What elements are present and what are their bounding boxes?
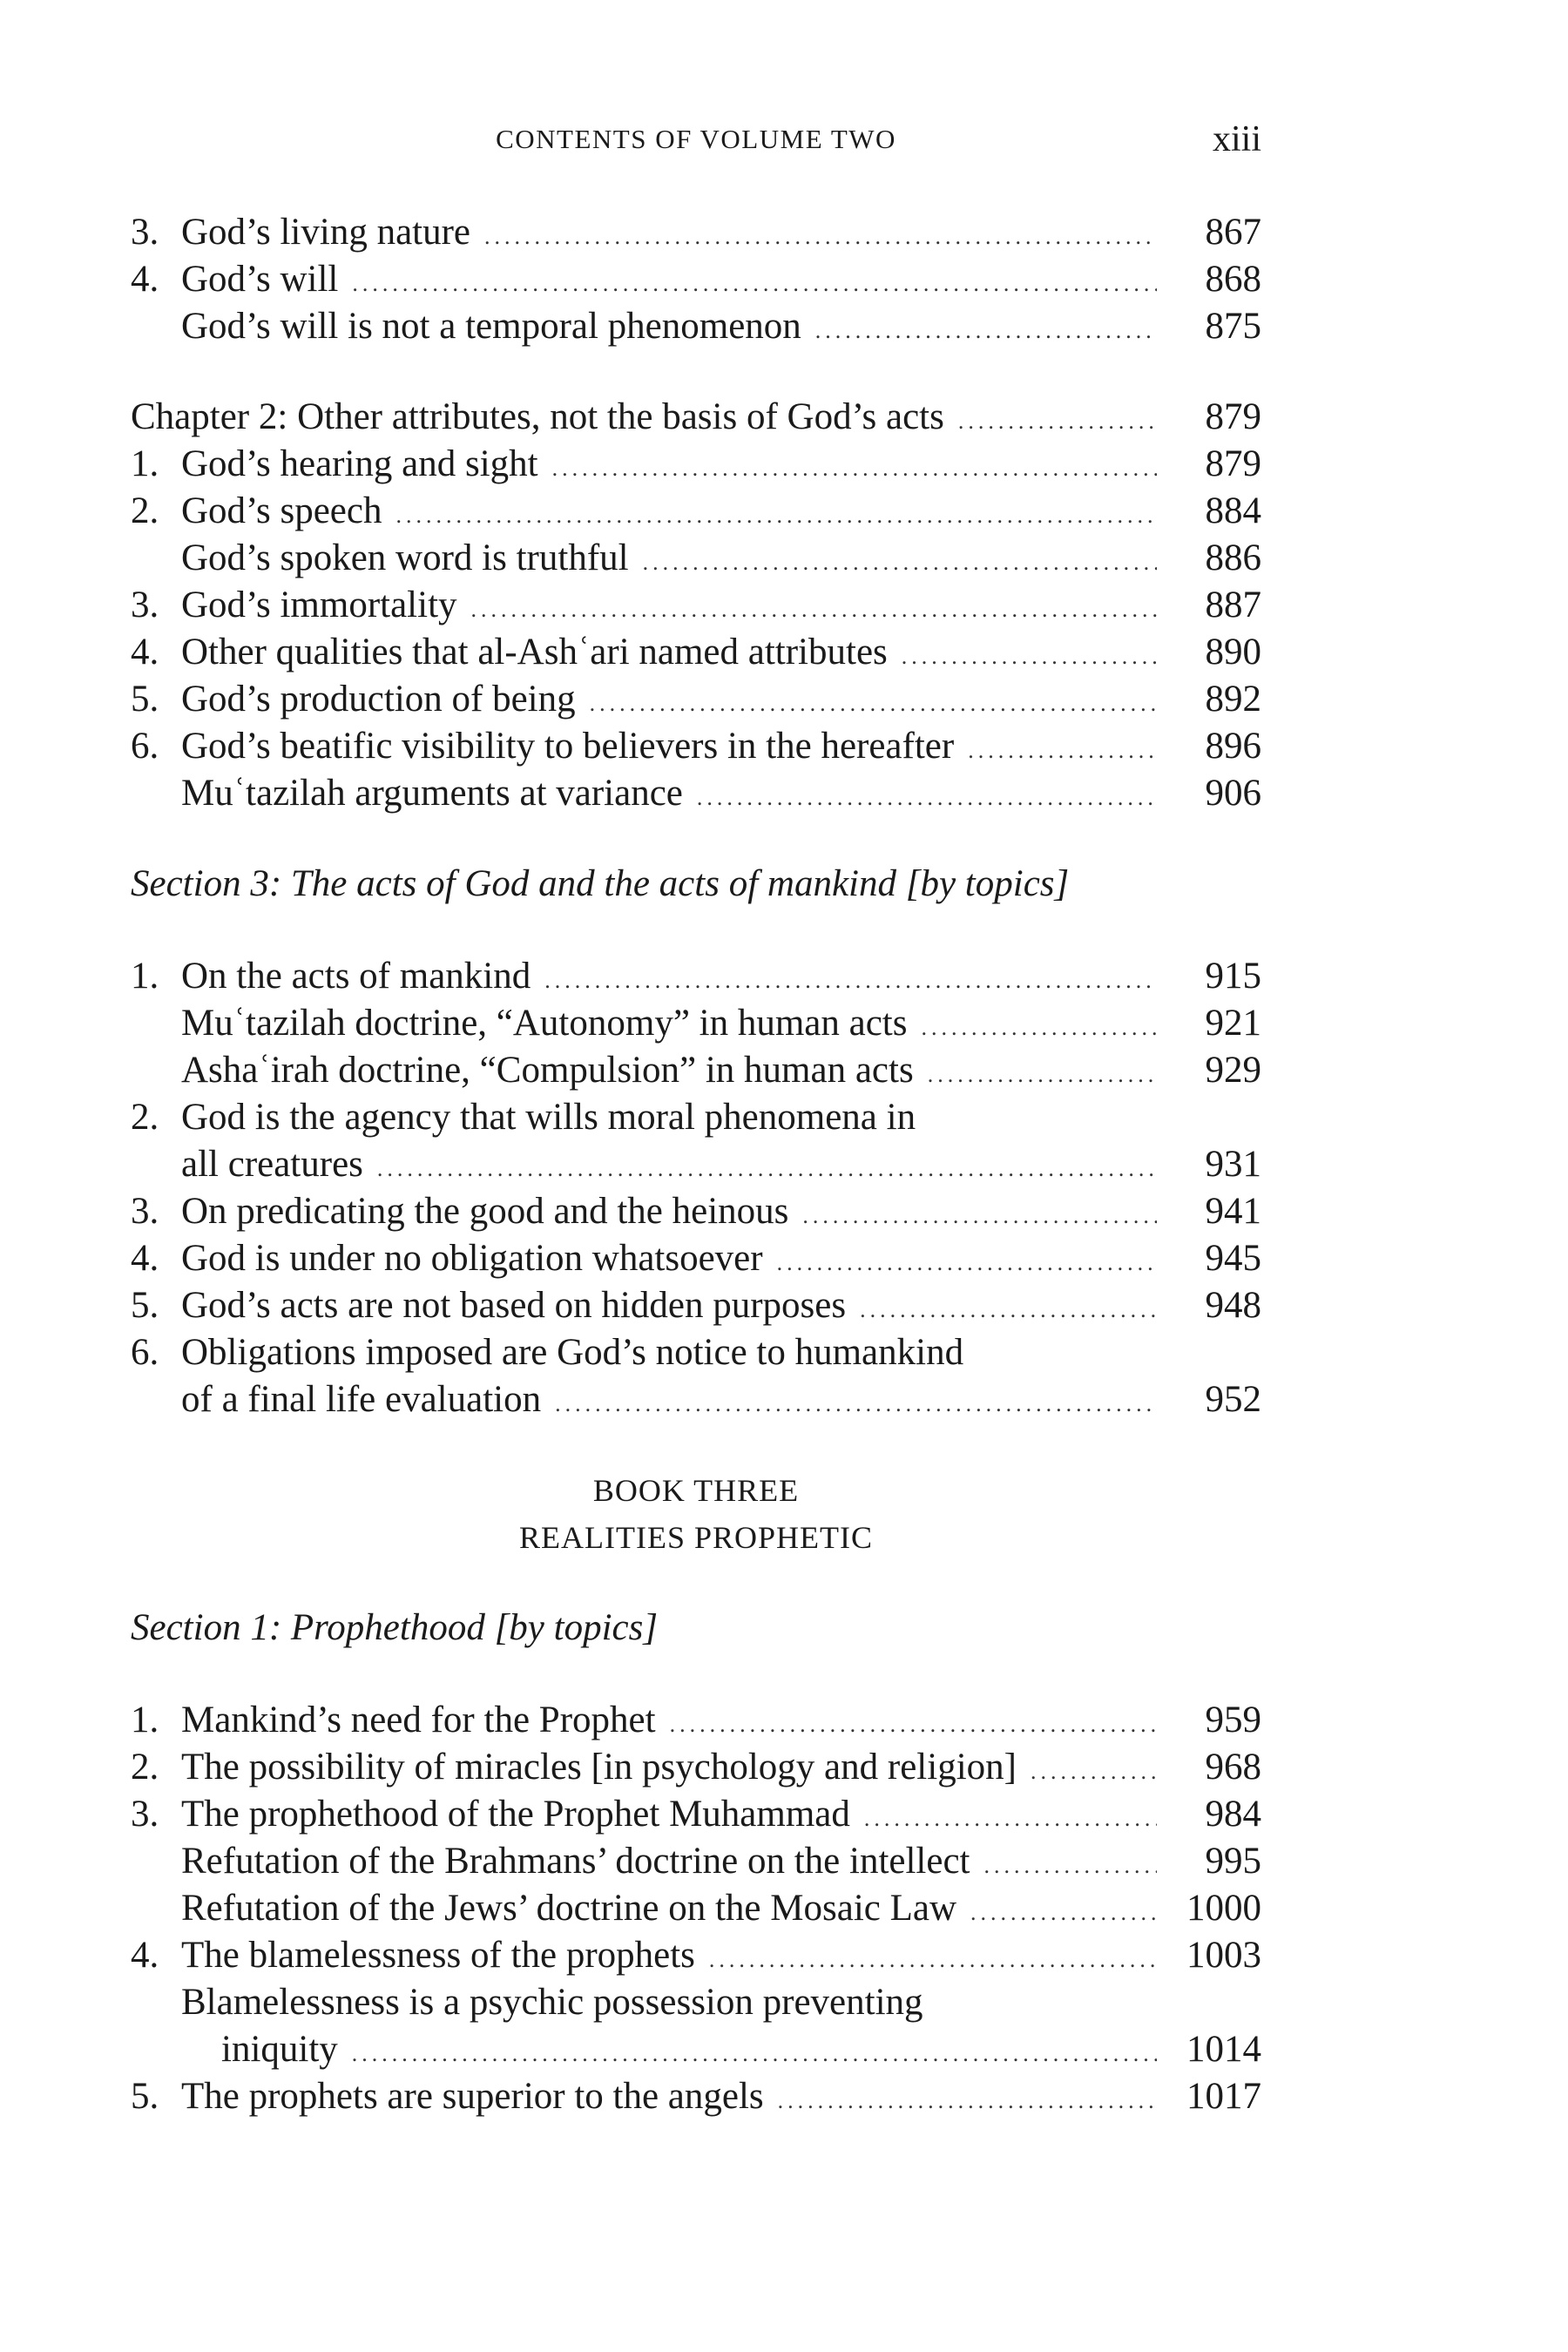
toc-subentry[interactable]	[131, 770, 1261, 817]
entry-page: 867	[1205, 212, 1261, 253]
dot-leader	[377, 1146, 1157, 1193]
entry-title: Refutation of the Jews’ doctrine on the Mosaic Law	[181, 1888, 957, 1929]
entry-title: Mankind’s need for the Prophet	[181, 1700, 656, 1740]
dot-leader	[471, 586, 1157, 633]
section-heading: Section 1: Prophethood [by topics]	[131, 1607, 659, 1648]
entry-title: Other qualities that al-Ashʿari named attributes	[181, 632, 888, 672]
table-of-contents	[131, 209, 1261, 2120]
chapter-title: Chapter 2: Other attributes, not the basis of God’s acts	[131, 396, 944, 437]
entry-page: 892	[1205, 679, 1261, 720]
dot-leader	[590, 680, 1157, 727]
toc-entry[interactable]	[131, 256, 1261, 303]
entry-number: 2.	[131, 1097, 159, 1138]
entry-page: 945	[1205, 1238, 1261, 1279]
entry-page: 959	[1205, 1700, 1261, 1740]
toc-subentry[interactable]	[131, 1838, 1261, 1885]
entry-title: On the acts of mankind	[181, 956, 531, 997]
entry-title: Muʿtazilah arguments at variance	[181, 773, 683, 814]
entry-title: God is the agency that wills moral phenomena in	[181, 1097, 916, 1138]
entry-page: 929	[1205, 1050, 1261, 1091]
running-title: CONTENTS OF VOLUME TWO	[496, 124, 896, 154]
dot-leader	[984, 1842, 1158, 1889]
book-number: BOOK THREE	[592, 1473, 800, 1508]
entry-title: God’s production of being	[181, 679, 576, 720]
toc-subentry[interactable]	[131, 1047, 1261, 1094]
entry-page: 931	[1205, 1144, 1261, 1185]
entry-title: God’s will	[181, 259, 339, 300]
entry-title: Obligations imposed are God’s notice to humankind	[181, 1332, 964, 1373]
entry-page: 906	[1205, 773, 1261, 814]
dot-leader	[352, 2031, 1157, 2078]
entry-page: 1003	[1186, 1935, 1261, 1976]
entry-number: 1.	[131, 956, 159, 997]
entry-number: 3.	[131, 585, 159, 625]
page-number: xiii	[1212, 119, 1261, 159]
toc-subentry[interactable]	[131, 1979, 1261, 2026]
toc-entry[interactable]	[131, 1188, 1261, 1235]
toc-entry[interactable]	[131, 1744, 1261, 1791]
entry-title: God’s acts are not based on hidden purposes	[181, 1285, 847, 1326]
entry-page: 915	[1205, 956, 1261, 997]
toc-entry-continuation[interactable]	[131, 1141, 1261, 1188]
entry-number: 5.	[131, 679, 159, 720]
section-heading: Section 3: The acts of God and the acts of mankind [by topics]	[131, 863, 1070, 904]
entry-number: 6.	[131, 1332, 159, 1373]
toc-entry[interactable]	[131, 1697, 1261, 1744]
entry-title: Muʿtazilah doctrine, “Autonomy” in human acts	[181, 1003, 908, 1044]
dot-leader	[928, 1051, 1157, 1098]
entry-title: God’s hearing and sight	[181, 443, 538, 484]
entry-page: 879	[1205, 443, 1261, 484]
dot-leader	[815, 308, 1157, 355]
dot-leader	[544, 957, 1157, 1004]
dot-leader	[778, 2078, 1157, 2125]
toc-entry[interactable]	[131, 1282, 1261, 1329]
entry-page: 1014	[1186, 2029, 1261, 2070]
dot-leader	[352, 260, 1157, 308]
entry-number: 1.	[131, 1700, 159, 1740]
toc-entry[interactable]	[131, 676, 1261, 723]
entry-number: 2.	[131, 490, 159, 531]
entry-number: 5.	[131, 2076, 159, 2117]
dot-leader	[552, 445, 1157, 492]
toc-entry[interactable]	[131, 723, 1261, 770]
toc-entry[interactable]	[131, 2073, 1261, 2120]
entry-page: 884	[1205, 490, 1261, 531]
entry-number: 1.	[131, 443, 159, 484]
toc-entry-continuation[interactable]	[131, 1376, 1261, 1423]
entry-title: The prophethood of the Prophet Muhammad	[181, 1794, 850, 1835]
toc-chapter-entry[interactable]	[131, 394, 1261, 441]
entry-title: On predicating the good and the heinous	[181, 1191, 789, 1232]
entry-page: 890	[1205, 632, 1261, 672]
entry-page: 1017	[1186, 2076, 1261, 2117]
page-header	[131, 119, 1261, 169]
entry-title: God’s immortality	[181, 585, 457, 625]
entry-page: 896	[1205, 726, 1261, 767]
entry-title: The blamelessness of the prophets	[181, 1935, 695, 1976]
entry-number: 6.	[131, 726, 159, 767]
entry-title: Blamelessness is a psychic possession preventing	[181, 1982, 923, 2023]
toc-subentry[interactable]	[131, 303, 1261, 350]
entry-page: 868	[1205, 259, 1261, 300]
entry-title: God’s spoken word is truthful	[181, 537, 629, 578]
dot-leader	[670, 1701, 1157, 1748]
entry-page: 886	[1205, 537, 1261, 578]
dot-leader	[860, 1287, 1157, 1334]
entry-title: God is under no obligation whatsoever	[181, 1238, 763, 1279]
toc-entry[interactable]	[131, 488, 1261, 535]
toc-entry[interactable]	[131, 1329, 1261, 1376]
toc-entry[interactable]	[131, 582, 1261, 629]
toc-entry[interactable]	[131, 441, 1261, 488]
entry-page: 968	[1205, 1747, 1261, 1788]
entry-title: God’s beatific visibility to believers in the hereafter	[181, 726, 955, 767]
dot-leader	[802, 1193, 1157, 1240]
toc-entry[interactable]	[131, 1932, 1261, 1979]
entry-page: 887	[1205, 585, 1261, 625]
dot-leader	[958, 398, 1157, 445]
dot-leader	[970, 1889, 1157, 1936]
entry-title: Refutation of the Brahmans’ doctrine on the intellect	[181, 1841, 970, 1882]
entry-number: 3.	[131, 1191, 159, 1232]
dot-leader	[395, 492, 1157, 539]
entry-number: 3.	[131, 1794, 159, 1835]
entry-title: God’s living nature	[181, 212, 471, 253]
dot-leader	[921, 1004, 1157, 1051]
entry-title: all creatures	[181, 1144, 363, 1185]
entry-title: Ashaʿirah doctrine, “Compulsion” in human acts	[181, 1050, 914, 1091]
entry-page: 948	[1205, 1285, 1261, 1326]
dot-leader	[864, 1795, 1157, 1842]
toc-subentry[interactable]	[131, 1885, 1261, 1932]
entry-number: 3.	[131, 212, 159, 253]
toc-entry[interactable]	[131, 209, 1261, 256]
entry-title: of a final life evaluation	[181, 1379, 542, 1420]
toc-entry[interactable]	[131, 629, 1261, 676]
dot-leader	[643, 539, 1157, 586]
dot-leader	[1031, 1748, 1157, 1795]
entry-page: 879	[1205, 396, 1261, 437]
entry-page: 875	[1205, 306, 1261, 347]
toc-entry[interactable]	[131, 1235, 1261, 1282]
toc-entry[interactable]	[131, 1791, 1261, 1838]
dot-leader	[484, 213, 1157, 260]
entry-title: The prophets are superior to the angels	[181, 2076, 764, 2117]
dot-leader	[555, 1381, 1157, 1428]
dot-leader	[697, 774, 1157, 821]
entry-number: 4.	[131, 259, 159, 300]
entry-number: 4.	[131, 1935, 159, 1976]
entry-title: iniquity	[221, 2029, 338, 2070]
entry-page: 941	[1205, 1191, 1261, 1232]
toc-subentry[interactable]	[131, 535, 1261, 582]
dot-leader	[902, 633, 1157, 680]
toc-entry[interactable]	[131, 953, 1261, 1000]
toc-entry[interactable]	[131, 1094, 1261, 1141]
book-heading	[131, 1467, 1261, 1561]
entry-page: 995	[1205, 1841, 1261, 1882]
dot-leader	[709, 1936, 1157, 1984]
entry-number: 2.	[131, 1747, 159, 1788]
book-title: REALITIES PROPHETIC	[519, 1520, 873, 1555]
entry-number: 4.	[131, 1238, 159, 1279]
dot-leader	[968, 727, 1157, 774]
toc-entry-continuation[interactable]	[131, 2026, 1261, 2073]
toc-subentry[interactable]	[131, 1000, 1261, 1047]
entry-page: 984	[1205, 1794, 1261, 1835]
entry-number: 4.	[131, 632, 159, 672]
entry-title: The possibility of miracles [in psychology and religion]	[181, 1747, 1017, 1788]
entry-page: 1000	[1186, 1888, 1261, 1929]
entry-number: 5.	[131, 1285, 159, 1326]
dot-leader	[777, 1240, 1157, 1287]
entry-title: God’s speech	[181, 490, 382, 531]
entry-page: 952	[1205, 1379, 1261, 1420]
entry-title: God’s will is not a temporal phenomenon	[181, 306, 801, 347]
entry-page: 921	[1205, 1003, 1261, 1044]
